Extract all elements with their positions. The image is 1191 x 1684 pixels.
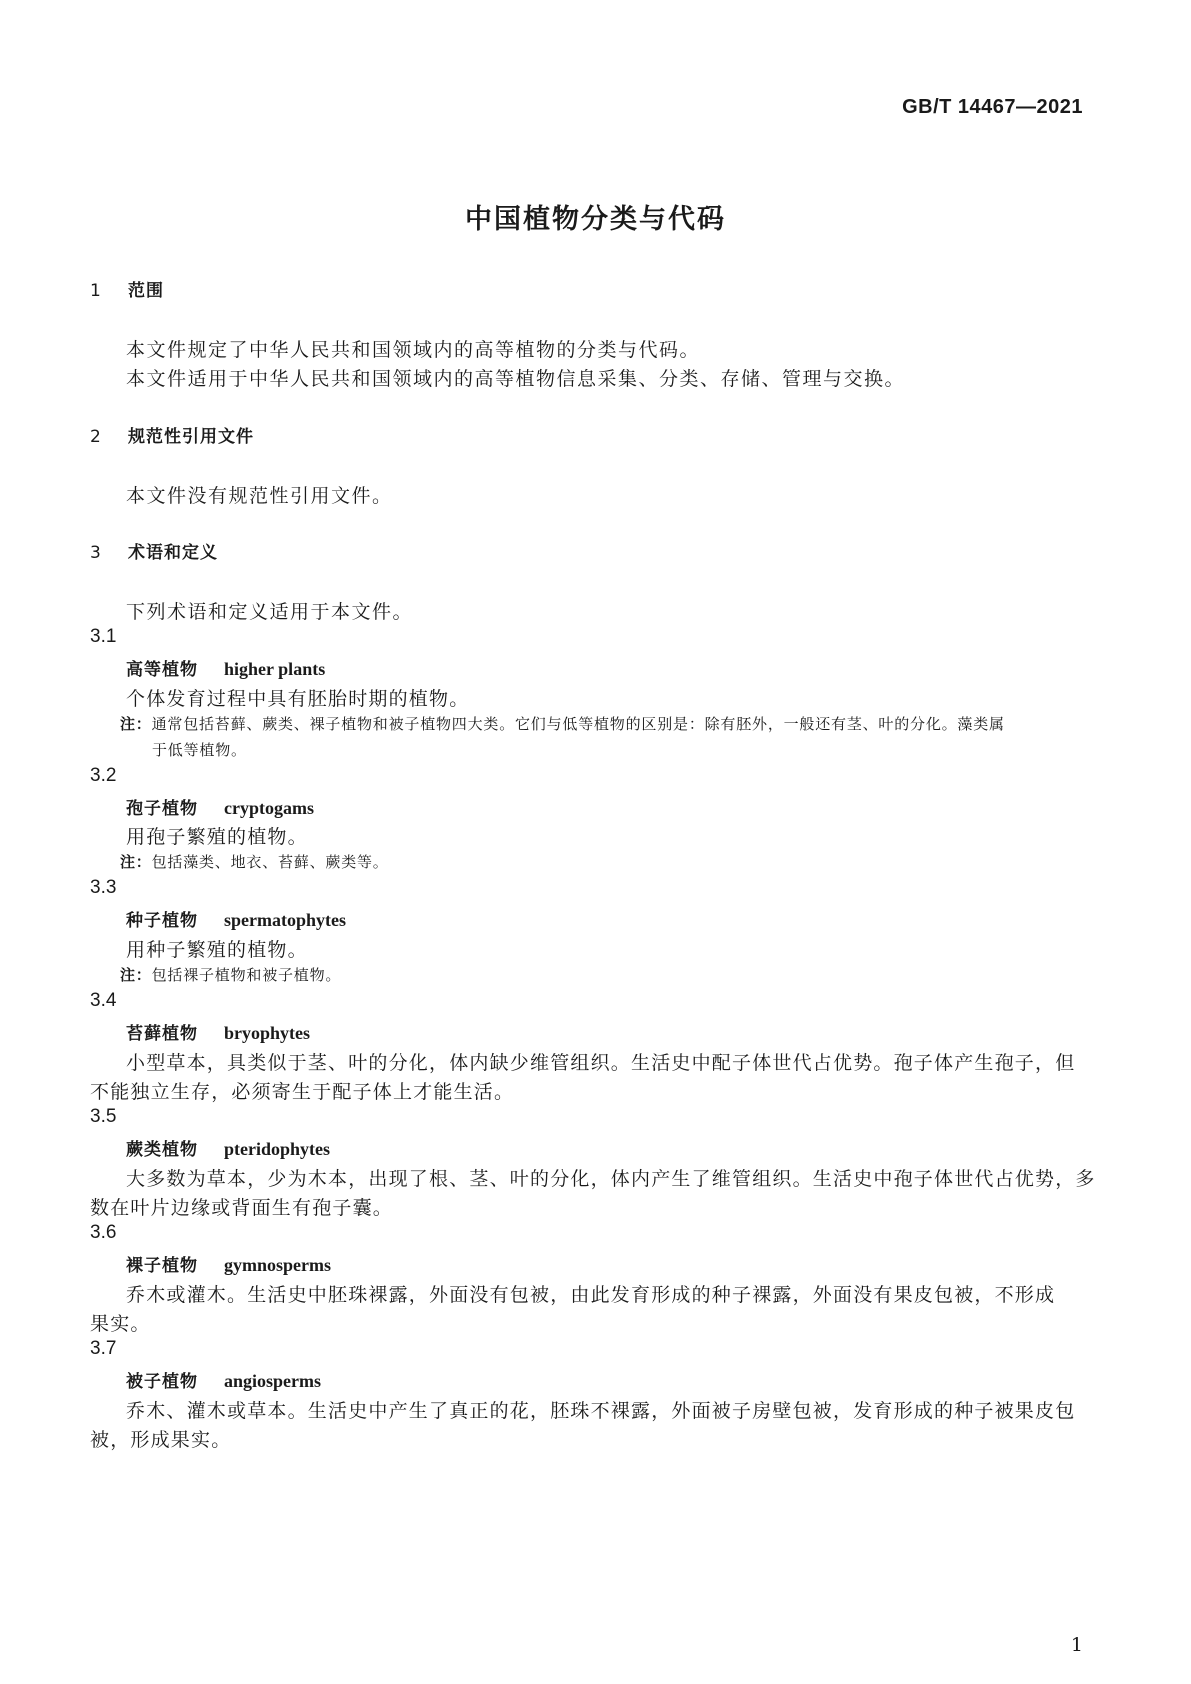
term-zh: 高等植物 bbox=[126, 660, 198, 680]
clause-number: 3.6 bbox=[90, 1222, 117, 1243]
term-heading bbox=[126, 1367, 321, 1392]
term-heading bbox=[126, 906, 346, 931]
term-zh: 种子植物 bbox=[126, 911, 198, 931]
section-title: 范围 bbox=[128, 281, 164, 301]
section-number: 1 bbox=[90, 281, 102, 301]
section-3-heading bbox=[90, 538, 218, 563]
term-definition-continuation: 被，形成果实。 bbox=[90, 1429, 232, 1451]
term-note bbox=[120, 964, 341, 985]
term-note-continuation: 于低等植物。 bbox=[152, 741, 247, 759]
section-number: 3 bbox=[90, 543, 102, 563]
term-zh: 被子植物 bbox=[126, 1372, 198, 1392]
note-text: 包括藻类、地衣、苔藓、蕨类等。 bbox=[151, 853, 389, 871]
section-2-paragraph-1: 本文件没有规范性引用文件。 bbox=[126, 485, 393, 507]
term-note bbox=[120, 851, 389, 872]
clause-number: 3.4 bbox=[90, 990, 117, 1011]
note-label: 注： bbox=[120, 853, 152, 871]
section-title: 规范性引用文件 bbox=[128, 427, 254, 447]
term-en: bryophytes bbox=[224, 1023, 311, 1043]
clause-number: 3.2 bbox=[90, 765, 117, 786]
term-definition: 用孢子繁殖的植物。 bbox=[126, 826, 308, 848]
term-en: angiosperms bbox=[224, 1371, 322, 1391]
note-text: 包括裸子植物和被子植物。 bbox=[151, 966, 342, 984]
section-title: 术语和定义 bbox=[128, 543, 218, 563]
document-title: 中国植物分类与代码 bbox=[465, 204, 726, 235]
section-1-paragraph-1: 本文件规定了中华人民共和国领域内的高等植物的分类与代码。 bbox=[126, 339, 701, 361]
clause-number: 3.1 bbox=[90, 626, 117, 647]
clause-number: 3.3 bbox=[90, 877, 117, 898]
term-heading bbox=[126, 1019, 310, 1044]
note-label: 注： bbox=[120, 715, 152, 733]
term-heading bbox=[126, 1135, 330, 1160]
section-2-heading bbox=[90, 422, 254, 447]
term-en: cryptogams bbox=[224, 798, 314, 818]
note-label: 注： bbox=[120, 966, 152, 984]
term-definition: 乔木、灌木或草本。生活史中产生了真正的花，胚珠不裸露，外面被子房壁包被，发育形成的种子被果皮包 bbox=[126, 1400, 1076, 1422]
term-zh: 孢子植物 bbox=[126, 799, 198, 819]
note-text: 通常包括苔藓、蕨类、裸子植物和被子植物四大类。它们与低等植物的区别是：除有胚外，一般还有茎、叶的分化。藻类属 bbox=[151, 715, 1005, 733]
clause-number: 3.7 bbox=[90, 1338, 117, 1359]
term-note bbox=[120, 713, 1005, 734]
term-zh: 苔藓植物 bbox=[126, 1024, 198, 1044]
term-heading bbox=[126, 1251, 331, 1276]
section-3-intro: 下列术语和定义适用于本文件。 bbox=[126, 601, 414, 623]
term-heading bbox=[126, 794, 314, 819]
term-definition-continuation: 不能独立生存，必须寄生于配子体上才能生活。 bbox=[90, 1081, 515, 1103]
term-en: higher plants bbox=[224, 659, 326, 679]
term-heading bbox=[126, 655, 325, 680]
term-definition-continuation: 数在叶片边缘或背面生有孢子囊。 bbox=[90, 1197, 394, 1219]
section-1-paragraph-2: 本文件适用于中华人民共和国领域内的高等植物信息采集、分类、存储、管理与交换。 bbox=[126, 368, 906, 390]
section-number: 2 bbox=[90, 427, 102, 447]
term-definition: 个体发育过程中具有胚胎时期的植物。 bbox=[126, 688, 470, 710]
standard-number: GB/T 14467—2021 bbox=[902, 96, 1083, 118]
clause-number: 3.5 bbox=[90, 1106, 117, 1127]
section-1-heading bbox=[90, 276, 164, 301]
term-definition: 大多数为草本，少为木本，出现了根、茎、叶的分化，体内产生了维管组织。生活史中孢子体世代占优势，多 bbox=[126, 1168, 1096, 1190]
term-en: gymnosperms bbox=[224, 1255, 331, 1275]
term-zh: 蕨类植物 bbox=[126, 1140, 198, 1160]
term-definition: 用种子繁殖的植物。 bbox=[126, 939, 308, 961]
term-en: spermatophytes bbox=[224, 910, 346, 930]
term-definition-continuation: 果实。 bbox=[90, 1313, 151, 1335]
term-en: pteridophytes bbox=[224, 1139, 331, 1159]
term-definition: 小型草本，具类似于茎、叶的分化，体内缺少维管组织。生活史中配子体世代占优势。孢子体产生孢子，但 bbox=[126, 1052, 1076, 1074]
page-number: 1 bbox=[1070, 1634, 1083, 1656]
term-definition: 乔木或灌木。生活史中胚珠裸露，外面没有包被，由此发育形成的种子裸露，外面没有果皮包被，不形成 bbox=[126, 1284, 1056, 1306]
term-zh: 裸子植物 bbox=[126, 1256, 198, 1276]
